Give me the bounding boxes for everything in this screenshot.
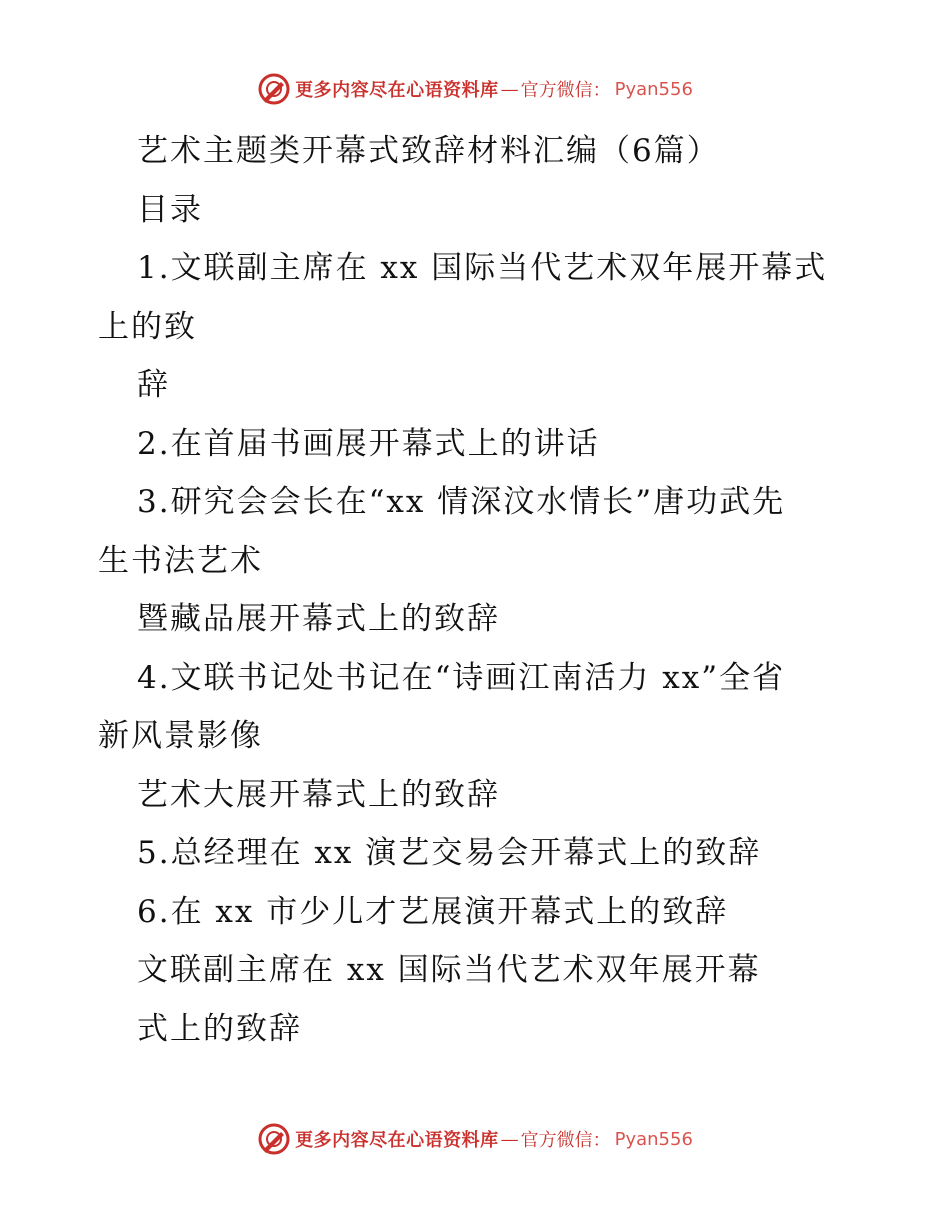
banner-separator: — <box>500 1128 519 1150</box>
toc-item-5 <box>98 824 858 883</box>
toc-item-line: 4.文联书记处书记在“诗画江南活力 xx”全省 <box>137 659 786 696</box>
document-title: 艺术主题类开幕式致辞材料汇编（6篇） <box>137 133 720 169</box>
toc-item-line: 2.在首届书画展开幕式上的讲话 <box>137 425 600 462</box>
banner-brand: 更多内容尽在心语资料库 <box>295 1130 499 1151</box>
section-title-line: 文联副主席在 xx 国际当代艺术双年展开幕 <box>137 952 761 988</box>
toc-item-1 <box>98 239 858 415</box>
toc-item-line: 艺术大展开幕式上的致辞 <box>137 776 500 813</box>
toc-item-line: 1.文联副主席在 xx 国际当代艺术双年展开幕式 <box>137 250 828 286</box>
toc-item-line: 5.总经理在 xx 演艺交易会开幕式上的致辞 <box>137 835 762 871</box>
toc-item-line: 辞 <box>137 367 170 403</box>
document-body <box>98 122 858 1058</box>
toc-item-line: 暨藏品展开幕式上的致辞 <box>137 601 500 637</box>
banner-label: 官方微信： <box>520 1130 611 1151</box>
toc-item-6 <box>98 883 858 942</box>
header-banner <box>0 72 950 106</box>
banner-wechat-id: Pyan556 <box>614 78 693 100</box>
logo-icon <box>257 1122 291 1156</box>
banner-brand: 更多内容尽在心语资料库 <box>295 80 499 101</box>
banner-label: 官方微信： <box>520 80 611 101</box>
banner-wechat-id: Pyan556 <box>614 1128 693 1150</box>
toc-heading: 目录 <box>137 191 203 228</box>
toc-item-line: 新风景影像 <box>98 718 263 754</box>
toc-item-3 <box>98 473 858 649</box>
toc-item-line: 生书法艺术 <box>98 542 263 579</box>
toc-item-2 <box>98 415 858 474</box>
toc-item-line: 6.在 xx 市少儿才艺展演开幕式上的致辞 <box>137 893 729 930</box>
toc-item-line: 上的致 <box>98 308 197 345</box>
banner-separator: — <box>500 78 519 100</box>
footer-banner <box>0 1122 950 1156</box>
toc-item-line: 3.研究会会长在“xx 情深汶水情长”唐功武先 <box>137 484 786 520</box>
section-title-line: 式上的致辞 <box>137 1010 302 1047</box>
logo-icon <box>257 72 291 106</box>
toc-item-4 <box>98 649 858 825</box>
